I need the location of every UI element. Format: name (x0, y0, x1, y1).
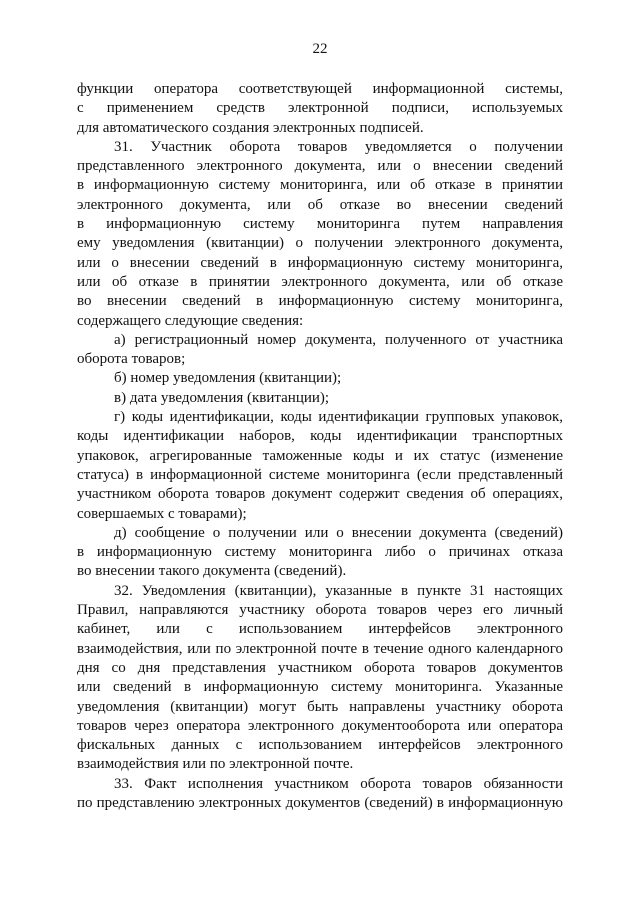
paragraph (77, 524, 563, 582)
text-line: Правил, направляются участнику оборота товаров через его личный (77, 602, 563, 619)
paragraph (77, 389, 563, 408)
paragraph (77, 138, 563, 331)
text-line: взаимодействия или по электронной почте. (77, 756, 354, 773)
text-line: в) дата уведомления (квитанции); (114, 389, 330, 406)
text-line: дня со дня представления участником оборота товаров документов (77, 659, 563, 676)
text-line: взаимодействия, или по электронной почте в течение одного календарного (77, 640, 563, 657)
text-line: товаров через оператора электронного документооборота или оператора (77, 717, 563, 734)
text-line: электронного документа, или об отказе во внесении сведений (77, 196, 563, 213)
text-line: функции оператора соответствующей информационной системы, (77, 81, 563, 97)
paragraph (77, 331, 563, 370)
text-line: для автоматического создания электронных подписей. (77, 119, 424, 136)
text-line: с применением средств электронной подписи, используемых (77, 100, 563, 117)
text-line: д) сообщение о получении или о внесении документа (сведений) (114, 524, 563, 541)
text-line: статуса) в информационной системе мониторинга (если представленный (77, 466, 563, 483)
text-line: б) номер уведомления (квитанции); (114, 370, 342, 387)
text-line: во внесении сведений в информационную систему мониторинга, (77, 293, 563, 310)
text-line: или об отказе в принятии электронного документа, или об отказе (77, 273, 563, 290)
text-line: 32. Уведомления (квитанции), указанные в пункте 31 настоящих (114, 582, 563, 599)
text-line: а) регистрационный номер документа, полученного от участника (114, 331, 563, 348)
text-line: уведомления (квитанции) могут быть направлены участнику оборота (77, 698, 563, 715)
paragraph (77, 775, 563, 814)
text-line: во внесении такого документа (сведений). (77, 563, 347, 580)
paragraph (77, 408, 563, 524)
text-line: в информационную систему мониторинга либо о причинах отказа (77, 544, 563, 561)
text-line: или о внесении сведений в информационную систему мониторинга, (77, 254, 563, 271)
document-body (77, 80, 563, 813)
text-line: по представлению электронных документов (сведений) в информационную (77, 794, 563, 811)
text-line: 31. Участник оборота товаров уведомляется о получении (114, 138, 563, 155)
paragraph (77, 80, 563, 138)
text-line: представленного электронного документа, или о внесении сведений (77, 158, 563, 175)
page-number: 22 (312, 41, 328, 57)
text-line: оборота товаров; (77, 351, 186, 368)
paragraph (77, 369, 563, 388)
text-line: фискальных данных с использованием интерфейсов электронного (77, 737, 563, 754)
text-line: в информационную систему мониторинга, или об отказе в принятии (77, 177, 563, 194)
text-line: 33. Факт исполнения участником оборота товаров обязанности (114, 775, 563, 792)
paragraph (77, 582, 563, 775)
text-line: кабинет, или с использованием интерфейсов электронного (77, 621, 563, 638)
text-line: участником оборота товаров документ содержит сведения об операциях, (77, 486, 563, 503)
text-line: упаковок, агрегированные таможенные коды и их статус (изменение (77, 447, 563, 464)
text-line: в информационную систему мониторинга путем направления (77, 216, 563, 233)
text-line: или сведений в информационную систему мониторинга. Указанные (77, 679, 563, 696)
text-line: коды идентификации наборов, коды идентификации транспортных (77, 428, 563, 445)
text-line: ему уведомления (квитанции) о получении электронного документа, (77, 235, 563, 252)
text-line: совершаемых с товарами); (77, 505, 247, 522)
text-line: г) коды идентификации, коды идентификации групповых упаковок, (114, 409, 563, 426)
text-line: содержащего следующие сведения: (77, 312, 304, 329)
